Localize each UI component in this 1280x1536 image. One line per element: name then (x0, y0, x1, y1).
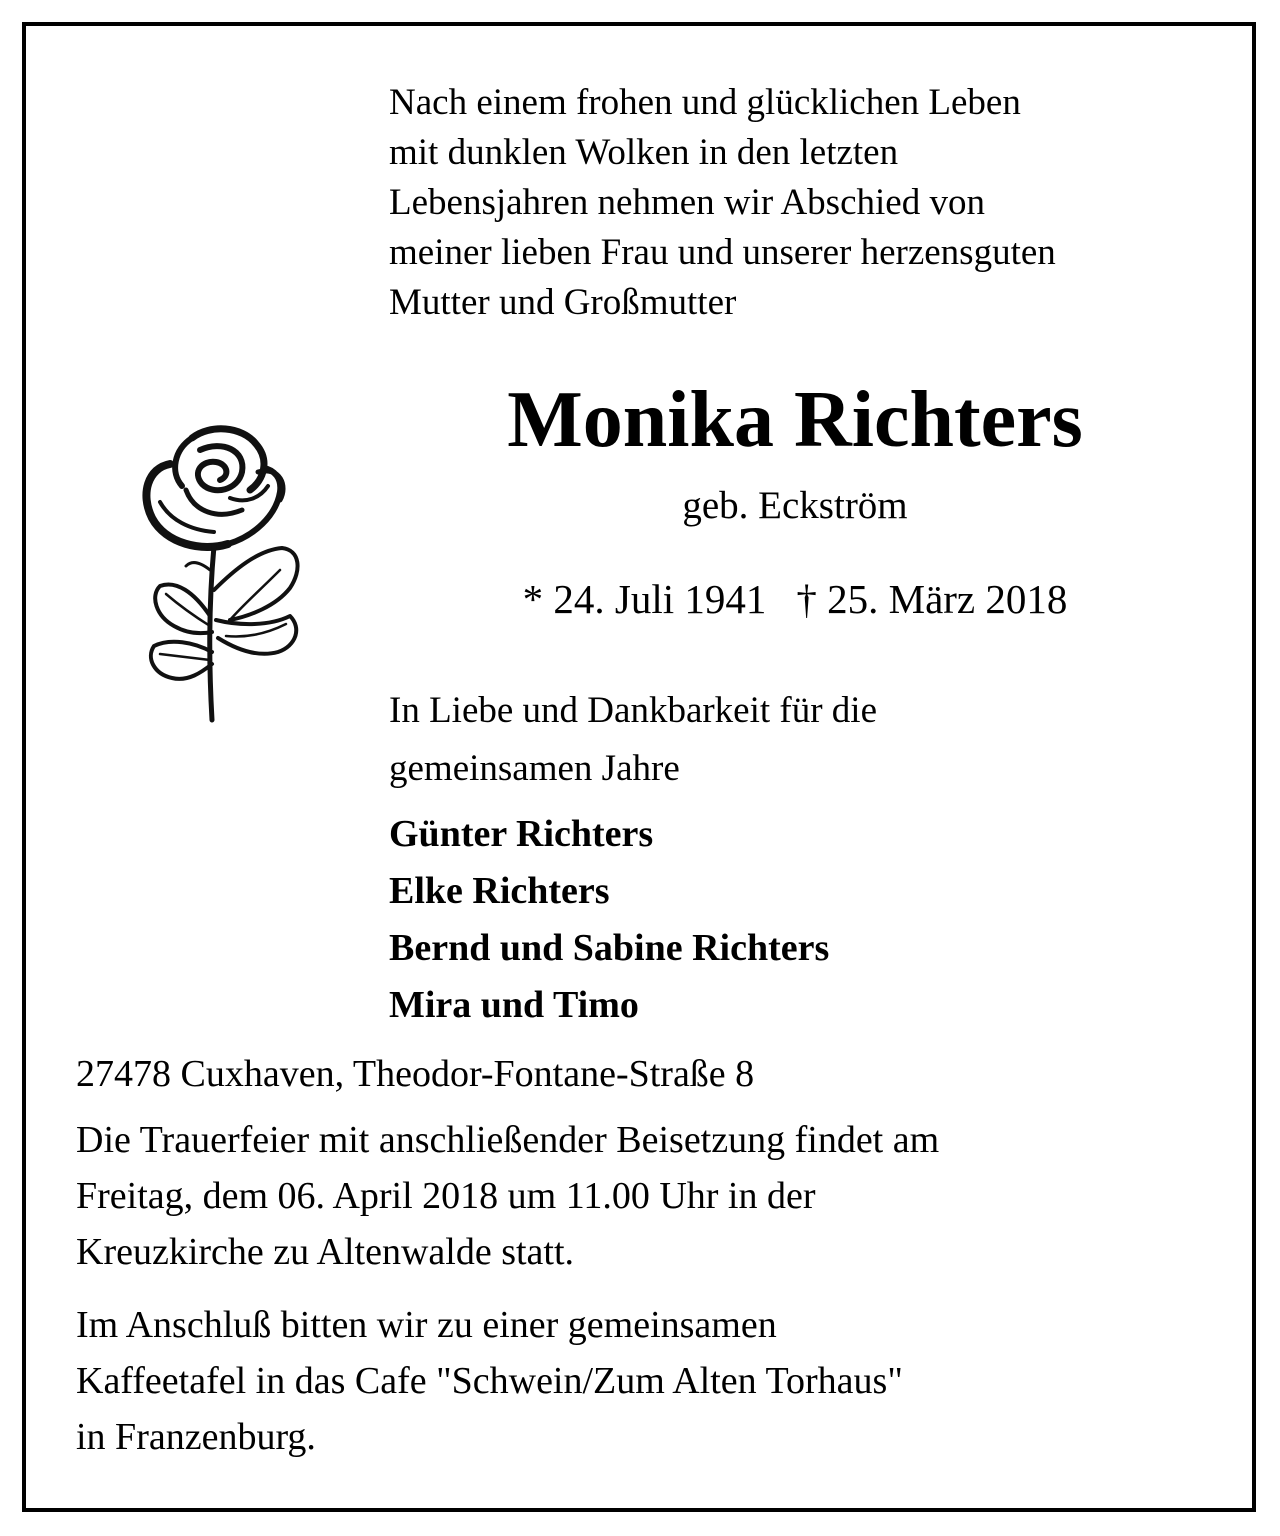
ceremony-line: Die Trauerfeier mit anschließender Beisetzung findet am (76, 1119, 940, 1161)
address: 27478 Cuxhaven, Theodor-Fontane-Straße 8 (76, 1053, 755, 1095)
life-dates (330, 573, 1260, 625)
dedication-line: In Liebe und Dankbarkeit für die (389, 690, 878, 731)
ceremony-text (76, 1112, 1236, 1280)
family-member: Günter Richters (389, 813, 654, 855)
maiden-name: geb. Eckström (682, 484, 908, 527)
dedication-line: gemeinsamen Jahre (389, 748, 680, 789)
death-date: † 25. März 2018 (796, 576, 1068, 622)
coffee-line: Im Anschluß bitten wir zu einer gemeinsamen (76, 1304, 777, 1346)
deceased-name: Monika Richters (507, 376, 1083, 464)
intro-line: mit dunklen Wolken in den letzten (389, 132, 899, 173)
intro-text (389, 78, 1229, 328)
coffee-line: in Franzenburg. (76, 1416, 316, 1458)
family-list (389, 806, 1229, 1034)
coffee-text (76, 1297, 1236, 1465)
family-member: Elke Richters (389, 870, 610, 912)
ceremony-line: Freitag, dem 06. April 2018 um 11.00 Uhr in der (76, 1175, 816, 1217)
intro-line: Mutter und Großmutter (389, 282, 737, 323)
family-member: Mira und Timo (389, 984, 639, 1026)
birth-date: * 24. Juli 1941 (522, 576, 767, 622)
intro-line: meiner lieben Frau und unserer herzensguten (389, 232, 1056, 273)
ceremony-line: Kreuzkirche zu Altenwalde statt. (76, 1231, 575, 1273)
intro-line: Nach einem frohen und glücklichen Leben (389, 82, 1021, 123)
dedication-text (389, 682, 1229, 798)
family-member: Bernd und Sabine Richters (389, 927, 830, 969)
intro-line: Lebensjahren nehmen wir Abschied von (389, 182, 985, 223)
rose-icon (130, 420, 320, 730)
coffee-line: Kaffeetafel in das Cafe "Schwein/Zum Alten Torhaus" (76, 1360, 903, 1402)
